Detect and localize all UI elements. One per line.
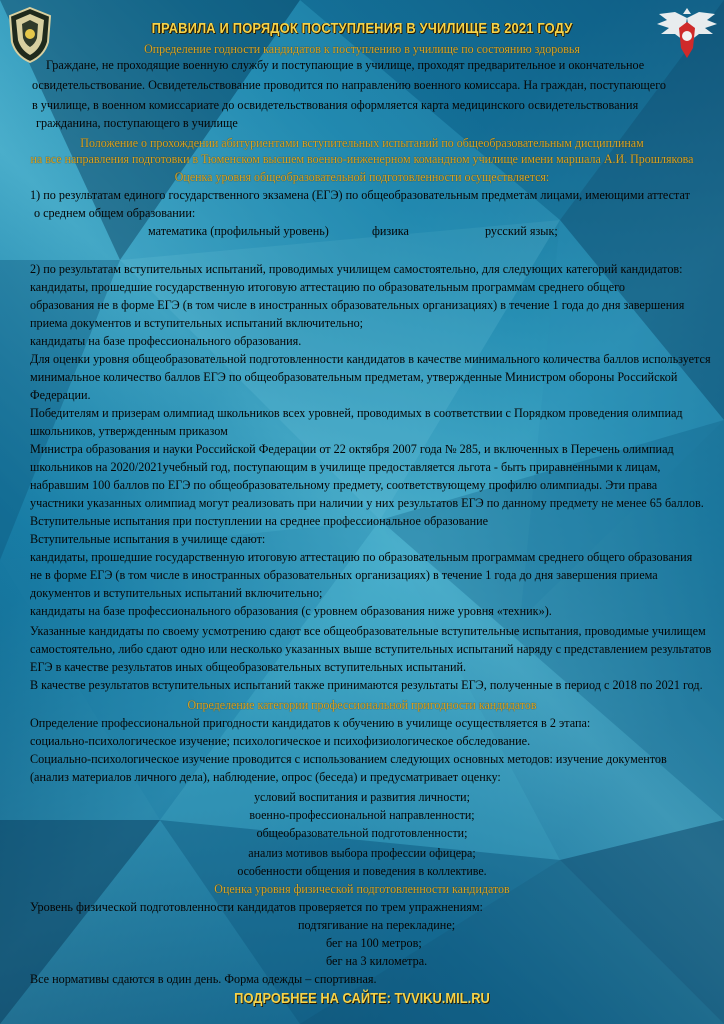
subject-physics: физика: [372, 224, 409, 238]
body-line: Федерации.: [30, 388, 91, 402]
subject-russian: русский язык;: [485, 224, 558, 238]
exercise-item: подтягивание на перекладине;: [298, 918, 456, 932]
body-line: самостоятельно, либо сдают одно или несколько указанных выше вступительных испытаний наряду с представлением результатов: [30, 642, 712, 656]
section-header-health: Определение годности кандидатов к поступлению в училище по состоянию здоровья: [144, 42, 580, 56]
section-header-suitability: Определение категории профессиональной пригодности кандидатов: [187, 698, 537, 712]
body-line: освидетельствование. Освидетельствование проводится по направлению военного комиссара. На граждан, поступающего: [32, 78, 667, 92]
body-line: 2) по результатам вступительных испытаний, проводимых училищем самостоятельно, для следующих категорий кандидатов:: [30, 262, 683, 276]
assessment-item: особенности общения и поведения в коллективе.: [237, 864, 487, 878]
body-line: 1) по результатам единого государственного экзамена (ЕГЭ) по общеобразовательным предметам лицами, имеющими аттестат: [30, 188, 690, 202]
section-header-exams-line2: на все направления подготовки в Тюменском высшем военно-инженерном командном училище имени маршала А.И. Прошлякова: [30, 152, 694, 166]
body-line: (анализ материалов личного дела), наблюдение, опрос (беседа) и предусматривает оценку:: [30, 770, 501, 784]
body-line: Вступительные испытания при поступлении на среднее профессиональное образование: [30, 514, 489, 528]
body-line: Граждане, не проходящие военную службу и поступающие в училище, проходят предварительное и окончательное: [46, 58, 645, 72]
assessment-item: анализ мотивов выбора профессии офицера;: [248, 846, 476, 860]
body-line: гражданина, поступающего в училище: [36, 116, 238, 130]
body-line: Указанные кандидаты по своему усмотрению сдают все общеобразовательные вступительные испытания, проводимые училищем: [30, 624, 706, 638]
body-line: Определение профессиональной пригодности кандидатов к обучению в училище осуществляется в 2 этапа:: [30, 716, 591, 730]
body-line: приема документов и вступительных испытаний включительно;: [30, 316, 364, 330]
body-line: В качестве результатов вступительных испытаний также принимаются результаты ЕГЭ, полученные в период с 2018 по 2021 год.: [30, 678, 703, 692]
assessment-item: военно-профессиональной направленности;: [249, 808, 475, 822]
body-line: социально-психологическое изучение; психологическое и психофизиологическое обследование.: [30, 734, 531, 748]
body-line: Победителям и призерам олимпиад школьников всех уровней, проводимых в соответствии с Порядком проведения олимпиад: [30, 406, 683, 420]
section-header-exams: Положение о прохождении абитуриентами вступительных испытаний по общеобразовательным дисциплинам: [80, 136, 644, 150]
assessment-item: условий воспитания и развития личности;: [254, 790, 470, 804]
body-line: образования не в форме ЕГЭ (в том числе в иностранных образовательных организациях) в течение 1 года до дня завершения: [30, 298, 685, 312]
body-line: набравшим 100 баллов по ЕГЭ по общеобразовательному предмету, соответствующему профилю олимпиады. Эти права: [30, 478, 658, 492]
body-line: школьников на 2020/2021учебный год, поступающим в училище предоставляется льгота - быть приравненными к лицам,: [30, 460, 661, 474]
footer-website: ПОДРОБНЕЕ НА САЙТЕ: TVVIKU.MIL.RU: [234, 990, 490, 1007]
body-line: Вступительные испытания в училище сдают:: [30, 532, 266, 546]
body-line: Социально-психологическое изучение проводится с использованием следующих основных методов: изучение документов: [30, 752, 667, 766]
exercise-item: бег на 100 метров;: [326, 936, 422, 950]
body-line: Министра образования и науки Российской Федерации от 22 октября 2007 года № 285, и включенных в Перечень олимпиад: [30, 442, 674, 456]
exercise-item: бег на 3 километра.: [326, 954, 428, 968]
body-line: не в форме ЕГЭ (в том числе в иностранных образовательных организациях) в течение 1 года до дня завершения приема: [30, 568, 658, 582]
section-header-assessment: Оценка уровня общеобразовательной подготовленности осуществляется:: [174, 170, 550, 184]
body-line: школьников, утвержденным приказом: [30, 424, 228, 438]
body-line: Все нормативы сдаются в один день. Форма одежды – спортивная.: [30, 972, 377, 986]
body-line: ЕГЭ в качестве результатов иных общеобразовательных вступительных испытаний.: [30, 660, 467, 674]
page-title: ПРАВИЛА И ПОРЯДОК ПОСТУПЛЕНИЯ В УЧИЛИЩЕ В 2021 ГОДУ: [151, 20, 573, 37]
section-header-physical: Оценка уровня физической подготовленности кандидатов: [214, 882, 510, 896]
body-line: о среднем общем образовании:: [34, 206, 196, 220]
body-line: кандидаты на базе профессионального образования.: [30, 334, 302, 348]
subject-math: математика (профильный уровень): [148, 224, 329, 238]
body-line: кандидаты на базе профессионального образования (с уровнем образования ниже уровня «техник»).: [30, 604, 552, 618]
body-line: Для оценки уровня общеобразовательной подготовленности кандидатов в качестве минимального количества баллов используется: [30, 352, 711, 366]
body-line: кандидаты, прошедшие государственную итоговую аттестацию по образовательным программам среднего общего образования: [30, 550, 693, 564]
body-line: кандидаты, прошедшие государственную итоговую аттестацию по образовательным программам среднего общего: [30, 280, 625, 294]
body-line: Уровень физической подготовленности кандидатов проверяется по трем упражнениям:: [30, 900, 483, 914]
body-line: документов и вступительных испытаний включительно;: [30, 586, 323, 600]
body-line: минимальное количество баллов ЕГЭ по общеобразовательным предметам, утвержденные Министром обороны Российской: [30, 370, 678, 384]
body-line: в училище, в военном комиссариате до освидетельствования оформляется карта медицинского освидетельствования: [32, 98, 639, 112]
body-line: участники указанных олимпиад могут реализовать при наличии у них результатов ЕГЭ по данному предмету не менее 65 баллов.: [30, 496, 704, 510]
assessment-item: общеобразовательной подготовленности;: [256, 826, 468, 840]
